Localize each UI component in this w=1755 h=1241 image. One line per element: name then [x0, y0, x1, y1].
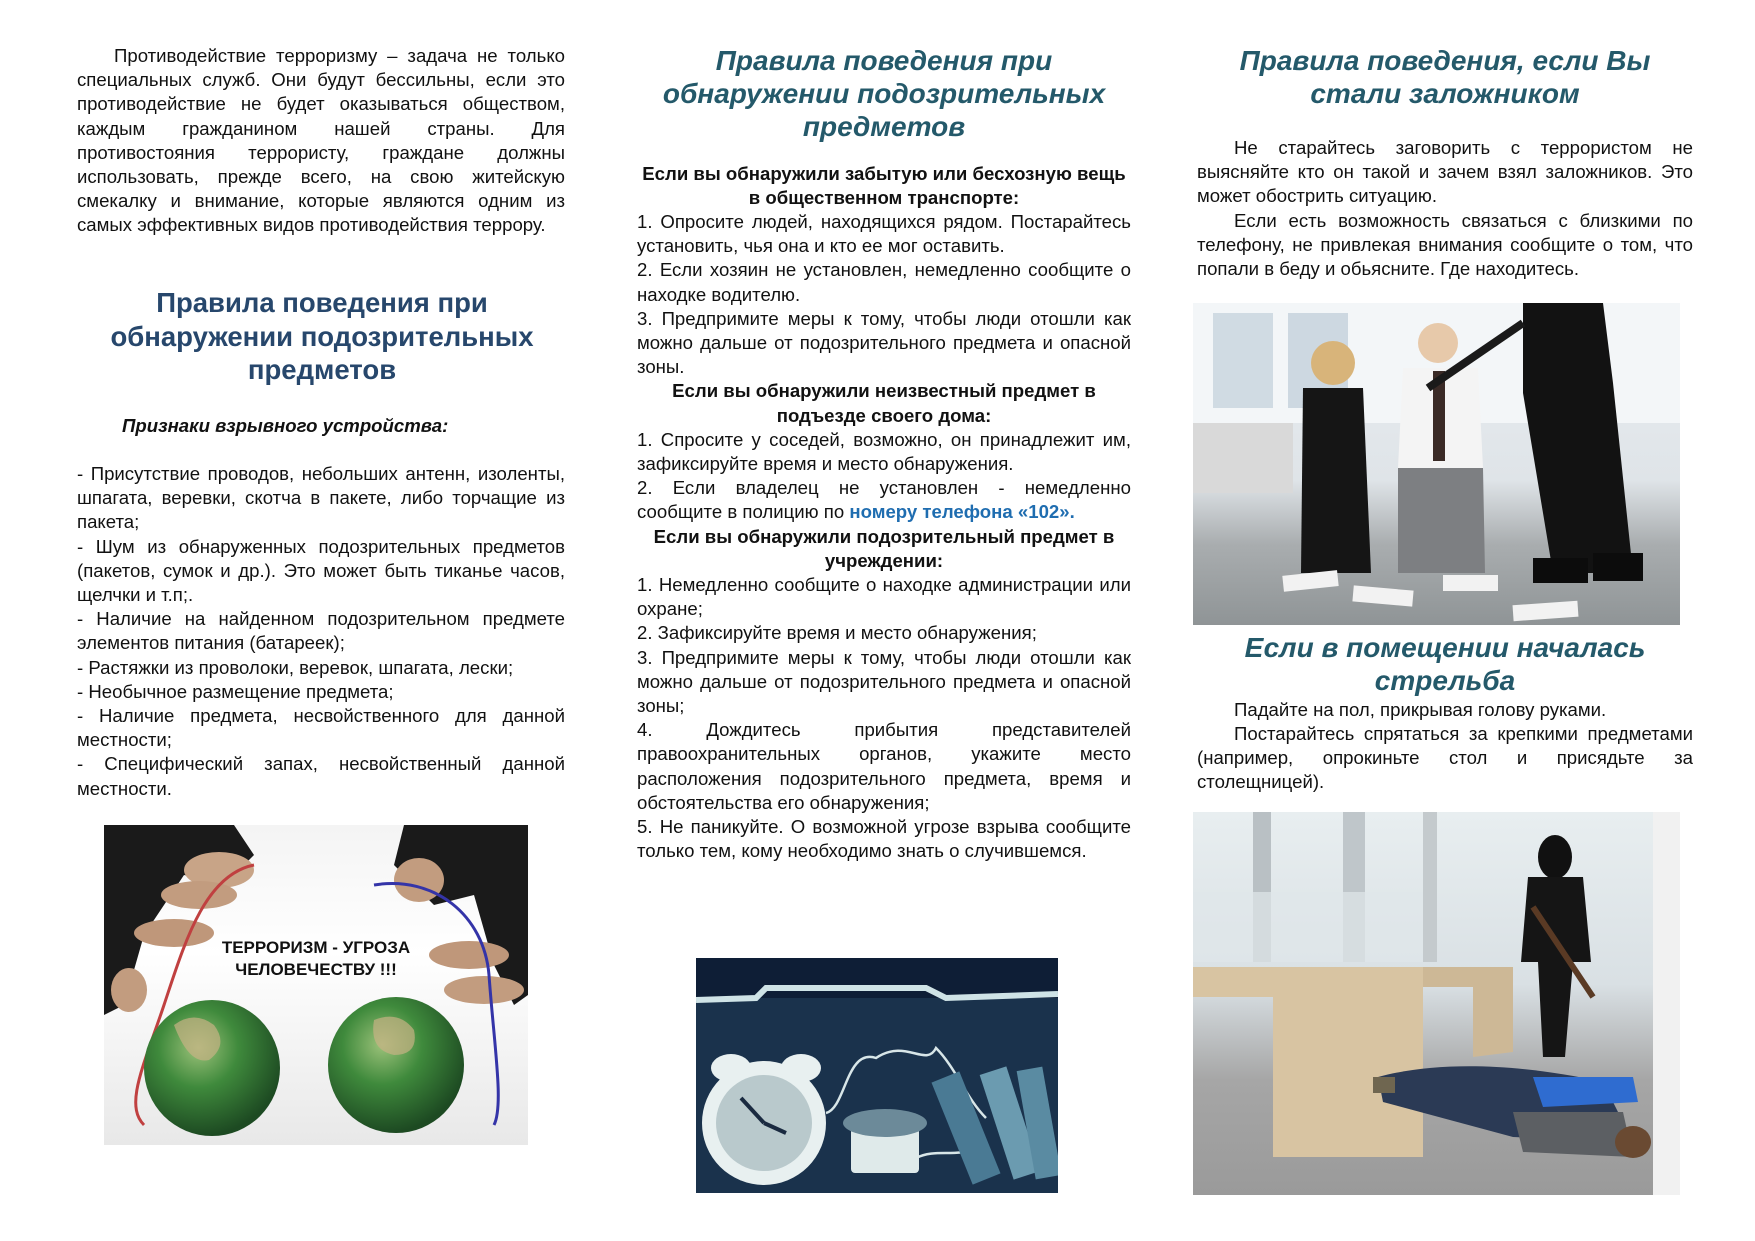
instruction-item: 2. Если хозяин не установлен, немедленно сообщите о находке водителю. [637, 259, 1131, 305]
sign-item: - Необычное размещение предмета; [77, 680, 394, 702]
transport-section-title: Если вы обнаружили забытую или бесхозную вещь в общественном транспорте: [642, 163, 1126, 209]
shooting-paragraph-2: Постарайтесь спрятаться за крепкими предметами (например, опрокиньте стол и присядьте за столещницей). [1197, 723, 1693, 793]
explosive-signs-subheading: Признаки взрывного устройства: [122, 415, 449, 436]
instruction-item: 3. Предпримите меры к тому, чтобы люди отошли как можно дальше от подозрительного предмета и опасной зоны; [637, 646, 1131, 717]
sign-item: - Присутствие проводов, небольших антенн, изоленты, шпагата, веревки, скотча в пакете, либо торчащие из пакета; [77, 463, 565, 533]
sign-item: - Специфический запах, несвойственный данной местности. [77, 753, 565, 799]
instruction-text: 2. Если владелец не установлен - немедленно сообщите в полицию по [637, 477, 1131, 523]
terrorism-poster-image [104, 825, 528, 1145]
middle-heading: Правила поведения при обнаружении подозрительных предметов [662, 45, 1106, 142]
globe-left-icon [144, 1000, 280, 1136]
hostage-heading: Правила поведения, если Вы стали заложником [1239, 45, 1651, 109]
left-heading: Правила поведения при обнаружении подозрительных предметов [110, 287, 534, 385]
poster-caption-line1: ТЕРРОРИЗМ - УГРОЗА [221, 938, 411, 957]
shooting-scene [1193, 812, 1680, 1195]
poster-caption-line2: ЧЕЛОВЕЧЕСТВУ !!! [235, 960, 397, 979]
desk-icon [1193, 967, 1423, 1157]
entrance-section-title: Если вы обнаружили неизвестный предмет в подъезде своего дома: [672, 380, 1096, 426]
instruction-item: 5. Не паникуйте. О возможной угрозе взрыва сообщите только тем, кому необходимо знать о случившемся. [637, 816, 1131, 862]
shooting-photo [1193, 812, 1680, 1195]
instruction-item: 1. Опросите людей, находящихся рядом. Постарайтесь установить, чья она и кто ее мог оставить. [637, 211, 1131, 257]
institution-section-title: Если вы обнаружили подозрительный предмет в учреждении: [653, 525, 1115, 571]
explosive-signs-list [77, 462, 565, 801]
xray-bag-image [696, 958, 1058, 1193]
sign-item: - Растяжки из проволоки, веревок, шпагата, лески; [77, 656, 514, 678]
shooting-heading: Если в помещении началась стрельба [1244, 632, 1646, 696]
instruction-item [637, 476, 1131, 524]
instruction-item: 1. Немедленно сообщите о находке администрации или охране; [637, 574, 1131, 620]
hostage-photo [1193, 303, 1680, 625]
masked-terrorist-icon [1538, 835, 1572, 879]
transport-instructions [637, 210, 1131, 863]
sign-item: - Наличие на найденном подозрительном предмете элементов питания (батареек); [77, 608, 565, 654]
instruction-item: 1. Спросите у соседей, возможно, он принадлежит им, зафиксируйте время и место обнаружения. [637, 428, 1131, 475]
xray-illustration [696, 958, 1058, 1193]
instruction-item: 2. Зафиксируйте время и место обнаружения; [637, 622, 1037, 644]
shooting-paragraph-1: Падайте на пол, прикрывая голову руками. [1234, 699, 1607, 720]
glove-right-icon [394, 825, 528, 1005]
police-phone-link[interactable]: номеру телефона «102». [849, 501, 1075, 523]
hostage-paragraph-2: Если есть возможность связаться с близкими по телефону, не привлекая внимания сообщите о том, что попали в беду и обьясните. Где находитесь. [1197, 210, 1693, 280]
hostage-man-icon [1418, 323, 1458, 363]
hostage-paragraph-1: Не старайтесь заговорить с террористом не выясняйте кто он такой и зачем взял заложников. Это может обострить ситуацию. [1197, 137, 1693, 207]
poster-illustration [104, 825, 528, 1145]
sign-item: - Шум из обнаруженных подозрительных предметов (пакетов, сумок и др.). Это может быть тиканье часов, щелчки и т.п;. [77, 535, 565, 606]
intro-paragraph: Противодействие терроризму – задача не только специальных служб. Они будут бессильны, если это противодействие не будет оказываться обществом, каждым гражданином нашей страны. Для противостояния террористу, граждане должны использовать, прежде всего, на свою житейскую смекалку и внимание, которые являются одним из самых эффективных видов противодействия террору. [77, 45, 565, 236]
instruction-item: 3. Предпримите меры к тому, чтобы люди отошли как можно дальше от подозрительного предмета и опасной зоны. [637, 307, 1131, 378]
hostage-scene [1193, 303, 1680, 625]
sign-item: - Наличие предмета, несвойственного для данной местности; [77, 705, 565, 751]
instruction-item: 4. Дождитесь прибытия представителей правоохранительных органов, укажите место расположения подозрительного предмета, время и обстоятельства его обнаружения; [637, 719, 1131, 813]
hostage-woman-icon [1311, 341, 1355, 385]
